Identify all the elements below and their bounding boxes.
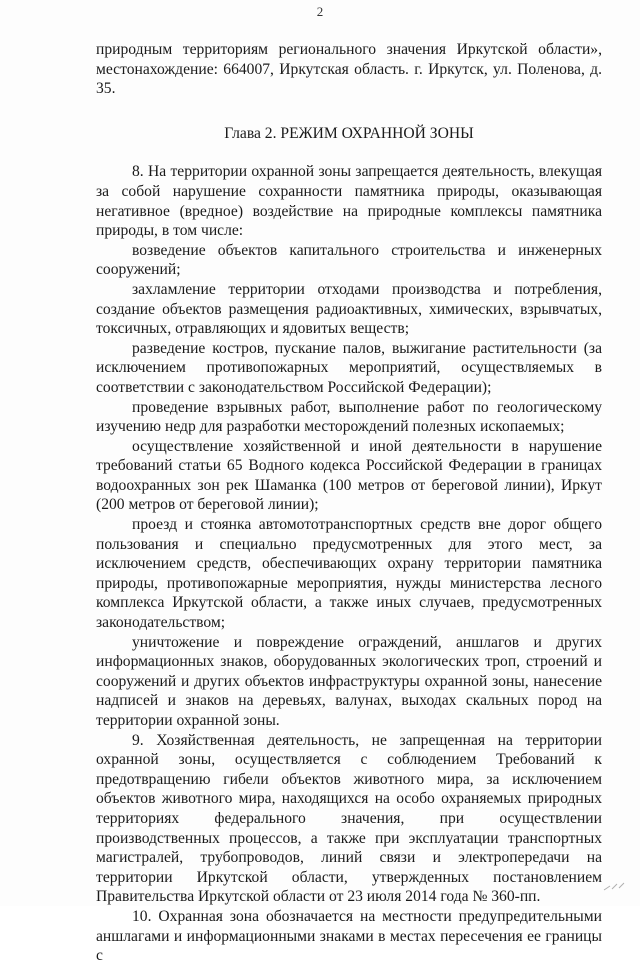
document-body: [96, 40, 602, 966]
list-item-damage: уничтожение и повреждение ограждений, аншлагов и других информационных знаков, оборудованных экологических троп, строений и сооружений и других объектов инфраструктуры охранной зоны, нанесение надписей и знаков на деревьях, валунах, выходах скальных пород на территории охранной зоны.: [96, 633, 602, 729]
scan-artifact-mark: [602, 880, 626, 892]
list-item-fires: разведение костров, пускание палов, выжигание растительности (за исключением противопожарных мероприятий, осуществляемых в соответствии с законодательством Российской Федерации);: [96, 339, 602, 396]
list-item-waste: захламление территории отходами производства и потребления, создание объектов размещения радиоактивных, химических, взрывчатых, токсичных, отравляющих и ядовитых веществ;: [96, 280, 602, 338]
paragraph-9: 9. Хозяйственная деятельность, не запрещенная на территории охранной зоны, осуществляется с соблюдением Требований к предотвращению гибели объектов животного мира, за исключением объектов животного мира, находящихся на особо охраняемых природных территориях федерального значения, при осуществлении производственных процессов, а также при эксплуатации транспортных магистралей, трубопроводов, линий связи и электропередачи на территории Иркутской области, утвержденных постановлением Правительства Иркутской области от 23 июля 2014 года № 360-пп.: [96, 731, 602, 906]
list-item-water-code: осуществление хозяйственной и иной деятельности в нарушение требований статьи 65 Водного кодекса Российской Федерации в границах водоохранных зон рек Шаманка (100 метров от береговой линии), Иркут (200 метров от береговой линии);: [96, 437, 602, 514]
intro-paragraph: природным территориям регионального значения Иркутской области», местонахождение: 664007, Иркутская область. г. Иркутск, ул. Поленова, д. 35.: [96, 41, 602, 98]
paragraph-10: 10. Охранная зона обозначается на местности предупредительными аншлагами и информационными знаками в местах пересечения ее границы с: [96, 907, 602, 965]
list-item-construction: возведение объектов капитального строительства и инженерных сооружений;: [96, 241, 602, 279]
paragraph-8: 8. На территории охранной зоны запрещается деятельность, влекущая за собой нарушение сохранности памятника природы, оказывающая негативное (вредное) воздействие на природные комплексы памятника природы, в том числе:: [96, 163, 602, 240]
chapter-title: Глава 2. РЕЖИМ ОХРАННОЙ ЗОНЫ: [224, 124, 474, 142]
list-item-vehicles: проезд и стоянка автомототранспортных средств вне дорог общего пользования и специально предусмотренных для этого мест, за исключением средств, обеспечивающих охрану территории памятника природы, противопожарные мероприятия, нужды министерства лесного комплекса Иркутской области, а также иных случаев, предусмотренных законодательством;: [96, 516, 602, 632]
list-item-blasting: проведение взрывных работ, выполнение работ по геологическому изучению недр для разработки месторождений полезных ископаемых;: [96, 398, 602, 436]
page-number: 2: [316, 4, 324, 19]
